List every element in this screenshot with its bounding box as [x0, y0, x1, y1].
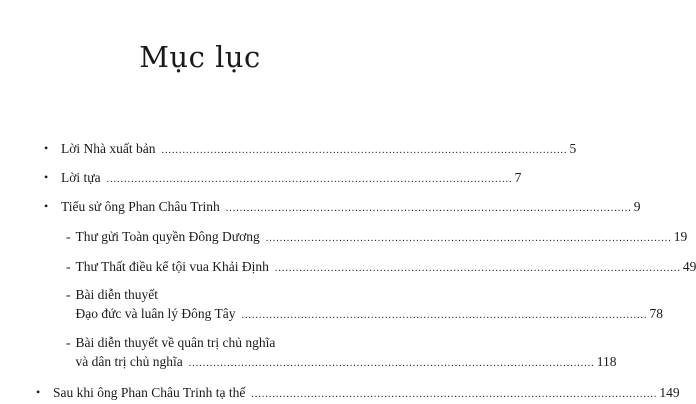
dot-leader	[226, 199, 632, 218]
toc-entry-title: Thư Thất điều kể tội vua Khải Định	[75, 259, 269, 274]
toc-entry-title: Lời Nhà xuất bản	[61, 141, 156, 156]
toc-entry-page: 49	[682, 259, 696, 274]
dot-leader	[251, 385, 657, 404]
bullet-icon: •	[44, 141, 49, 155]
toc-entry[interactable]	[36, 383, 680, 404]
dash-marker: -	[66, 259, 71, 274]
toc-entry-page: 149	[659, 385, 680, 400]
bullet-icon: •	[44, 199, 49, 213]
dash-marker: -	[66, 287, 71, 302]
toc-subentry[interactable]	[66, 227, 688, 248]
toc-entry-title: Tiểu sử ông Phan Châu Trinh	[61, 199, 220, 214]
toc-entry-page: 78	[649, 306, 664, 321]
toc-entry-page: 9	[633, 199, 641, 214]
toc-entry-title-line1: Bài diễn thuyết	[75, 287, 158, 302]
toc-entry-title-line1: Bài diễn thuyết về quân trị chủ nghĩa	[75, 335, 276, 350]
dot-leader	[107, 170, 513, 189]
toc-entry[interactable]	[44, 197, 641, 218]
toc-subentry[interactable]	[66, 257, 696, 278]
toc-entry-page: 19	[673, 229, 688, 244]
bullet-icon: •	[44, 170, 49, 184]
dot-leader	[266, 229, 672, 248]
dash-marker: -	[66, 335, 71, 350]
dot-leader	[242, 306, 648, 325]
toc-entry-page: 5	[569, 141, 577, 156]
toc-entry-page: 118	[596, 354, 617, 369]
dot-leader	[162, 141, 568, 160]
toc-entry[interactable]	[44, 139, 577, 160]
dash-marker: -	[66, 229, 71, 244]
toc-subentry[interactable]	[66, 333, 617, 373]
toc-entry-title: Lời tựa	[61, 170, 101, 185]
toc-entry-title-line2: Đạo đức và luân lý Đông Tây	[75, 306, 236, 321]
toc-entry-page: 7	[514, 170, 522, 185]
dot-leader	[275, 259, 681, 278]
dot-leader	[189, 354, 595, 373]
bullet-icon: •	[36, 385, 41, 399]
toc-entry-title: Thư gửi Toàn quyền Đông Dương	[75, 229, 260, 244]
toc-entry[interactable]	[44, 168, 522, 189]
page-title: Mục lục	[139, 40, 261, 74]
toc-subentry[interactable]	[66, 285, 664, 325]
toc-entry-title: Sau khi ông Phan Châu Trinh tạ thế	[53, 385, 246, 400]
toc-entry-title-line2: và dân trị chủ nghĩa	[75, 354, 183, 369]
